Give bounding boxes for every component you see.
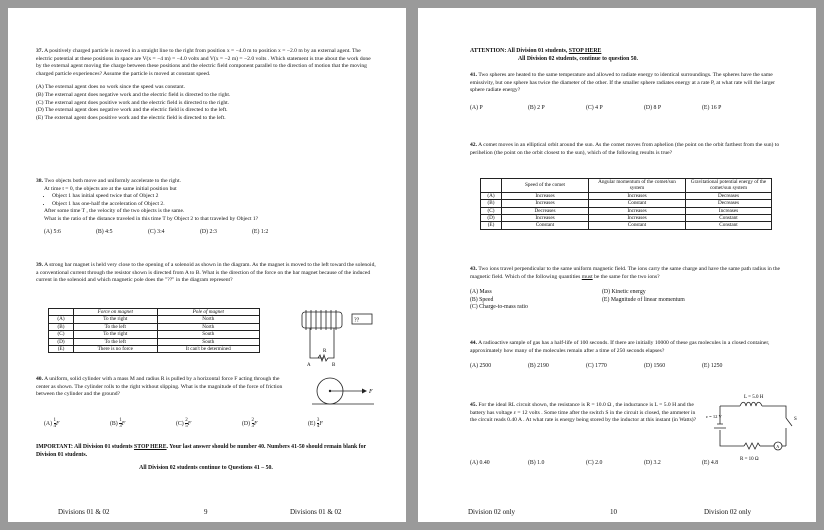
option-e: (E) 1:2 bbox=[252, 228, 269, 235]
table-cell: (D) bbox=[49, 338, 74, 345]
table-header bbox=[481, 179, 502, 193]
option-a: (A) 5:6 bbox=[44, 228, 61, 235]
table-cell: Constant bbox=[502, 222, 589, 229]
division-02-notice: All Division 02 students continue to Questions 41 – 50. bbox=[139, 465, 273, 472]
notice-text: IMPORTANT: All Division 01 students bbox=[36, 444, 133, 450]
question-number: 43. bbox=[470, 266, 477, 272]
question-text: After some time T , the velocity of the two objects is the same. bbox=[44, 208, 185, 215]
resistor-label: R = 10 Ω bbox=[740, 457, 759, 462]
footer-left: Division 02 only bbox=[468, 508, 516, 516]
point-b-label: B bbox=[332, 363, 336, 368]
table-cell: Decreases bbox=[686, 200, 772, 207]
table-cell: Constant bbox=[589, 222, 686, 229]
option-letter: (E) bbox=[308, 421, 316, 428]
option-letter: (A) bbox=[44, 421, 53, 428]
inductor-label: L = 5.0 H bbox=[744, 395, 764, 400]
question-text: A uniform, solid cylinder with a mass M and radius R is pulled by a horizontal force F acting through the center as shown. The cylinder rolls to the right without slipping. What is the magnitude of the force of friction between the cylinder and the ground? bbox=[36, 376, 283, 398]
option-a: (A) 0.40 bbox=[470, 460, 490, 466]
option-a: (A) P bbox=[470, 104, 483, 111]
table-cell: Constant bbox=[686, 215, 772, 222]
footer-right: Divisions 01 & 02 bbox=[290, 508, 342, 516]
question-number: 37. bbox=[36, 48, 43, 54]
table-cell: North bbox=[157, 323, 259, 330]
table-row bbox=[49, 323, 260, 330]
resistor-icon bbox=[744, 443, 760, 449]
table-cell: (C) bbox=[49, 331, 74, 338]
table-cell: Decreases bbox=[686, 192, 772, 199]
attention-notice bbox=[470, 48, 790, 63]
question-41 bbox=[470, 72, 790, 112]
bullet-item: • Object 1 has initial speed twice that of Object 2 bbox=[52, 193, 376, 201]
force-label: F bbox=[369, 389, 373, 395]
option-d: (D) 2:3 bbox=[200, 228, 217, 235]
option-d bbox=[242, 418, 308, 429]
table-cell: Increases bbox=[502, 200, 589, 207]
important-notice bbox=[36, 444, 376, 473]
page-9 bbox=[8, 8, 406, 522]
question-37 bbox=[36, 48, 376, 122]
table-cell: To the left bbox=[74, 323, 158, 330]
question-number: 38. bbox=[36, 178, 43, 184]
option-var: F bbox=[187, 421, 192, 428]
fraction-num: 2 bbox=[251, 418, 255, 423]
option-d: (D) The external agent does negative work and the electric field is directed to the left. bbox=[36, 107, 228, 114]
table-cell: South bbox=[157, 331, 259, 338]
table-row bbox=[481, 222, 772, 229]
table-cell: (B) bbox=[49, 323, 74, 330]
table-cell: (B) bbox=[481, 200, 502, 207]
question-text: A radioactive sample of gas has a half-life of 100 seconds. If there are initially 10000 of these gas molecules in a closed container, approximately how many of the molecules remain after a time of 250 seconds elapses? bbox=[470, 340, 770, 354]
question-45 bbox=[470, 402, 698, 425]
option-letter: (B) bbox=[110, 421, 118, 428]
option-c: (C) 3:4 bbox=[148, 228, 165, 235]
question-text: A strong bar magnet is held very close to the opening of a solenoid as shown in the diagram. As the magnet is moved to the left toward the solenoid, a conventional current through the resistor shown is directed from A to B. What is the direction of the force on the bar magnet because of the induced current in the solenoid and which magnetic pole does the "??" in the diagram represent? bbox=[36, 262, 376, 284]
option-e: (E) Magnitude of linear momentum bbox=[602, 296, 685, 303]
question-text: At time t = 0, the objects are at the same initial position but bbox=[44, 185, 177, 192]
question-text: A comet moves in an elliptical orbit around the sun. As the comet moves from aphelion (the point on the orbit farthest from the sun) to perihelion (the point on the orbit closest to the sun), which of the following results is true? bbox=[470, 142, 780, 156]
option-letter: (C) bbox=[176, 421, 184, 428]
table-cell: There is no force bbox=[74, 346, 158, 353]
table-cell: (E) bbox=[481, 222, 502, 229]
table-cell: Increases bbox=[502, 215, 589, 222]
stop-here: STOP HERE bbox=[133, 444, 167, 450]
question-39 bbox=[36, 262, 376, 285]
rl-circuit-diagram bbox=[706, 388, 802, 464]
option-d: (D) Kinetic energy bbox=[602, 289, 646, 296]
question-number: 41. bbox=[470, 72, 477, 78]
option-c: (C) 2.0 bbox=[586, 460, 603, 466]
options-40 bbox=[44, 418, 374, 429]
fraction-num: 2 bbox=[185, 418, 188, 423]
wire bbox=[310, 328, 324, 358]
wire bbox=[720, 430, 744, 446]
option-var: F bbox=[254, 421, 258, 428]
question-text: be the same for the two ions? bbox=[594, 273, 660, 280]
fraction-den: 4 bbox=[316, 424, 320, 430]
question-text: A positively charged particle is moved in a straight line to the right from position x = −4.0 m to position x = −2.0 m by an external agent. The electric potential at these positions in space are V(x = −4 m) = −4.0 volts and V(x = −2 m) = −2.0 volts . Which statement is true about the work done by the external agent moving the charge between these positions and the electric field component parallel to the direction of motion that the moving charged particle experiences? Assume the particle is moved at constant speed. bbox=[36, 48, 371, 77]
fraction-den: 5 bbox=[185, 424, 188, 430]
question-number: 45. bbox=[470, 402, 477, 408]
emphasis-must: must bbox=[581, 273, 593, 280]
table-cell: To the right bbox=[74, 316, 158, 323]
option-d: (D) 8 P bbox=[644, 104, 662, 111]
footer-right: Division 02 only bbox=[704, 508, 752, 516]
ammeter-label: A bbox=[776, 444, 780, 449]
answer-table-39 bbox=[48, 308, 260, 353]
question-text: Two spheres are heated to the same temperature and allowed to radiate energy to identical surroundings. The spheres have the same emissivity, but one sphere has twice the diameter of the other. If the smaller sphere radiates energy at a rate P, at what rate will the larger sphere radiate energy? bbox=[470, 72, 775, 94]
bullet-item: • Object 1 has one-half the acceleration of Object 2. bbox=[52, 201, 376, 209]
table-header: Speed of the comet bbox=[502, 179, 589, 193]
table-cell: Constant bbox=[589, 200, 686, 207]
option-e: (E) 4.8 bbox=[702, 460, 719, 466]
table-cell: (A) bbox=[49, 316, 74, 323]
fraction-num: 1 bbox=[53, 418, 57, 423]
option-var: F bbox=[121, 421, 126, 428]
fraction-den: 3 bbox=[119, 424, 122, 430]
inductor-icon bbox=[740, 402, 762, 406]
table-header: Angular momentum of the comet/sun system bbox=[589, 179, 686, 193]
question-number: 42. bbox=[470, 142, 477, 148]
question-38 bbox=[36, 178, 376, 236]
battery-icon bbox=[714, 424, 726, 428]
table-cell: (D) bbox=[481, 215, 502, 222]
option-var: F bbox=[56, 421, 60, 428]
table-row bbox=[49, 331, 260, 338]
page-number: 10 bbox=[610, 508, 617, 516]
table-cell: To the right bbox=[74, 331, 158, 338]
table-row bbox=[49, 346, 260, 353]
table-header bbox=[49, 309, 74, 316]
option-a: (A) 2500 bbox=[470, 363, 492, 370]
option-b: (B) 2 P bbox=[528, 104, 545, 111]
option-b bbox=[110, 418, 176, 429]
table-header: Force on magnet bbox=[74, 309, 158, 316]
table-cell: Increases bbox=[589, 215, 686, 222]
table-cell: Decreases bbox=[502, 207, 589, 214]
table-row bbox=[481, 192, 772, 199]
option-a bbox=[44, 418, 110, 429]
fraction-den: 4 bbox=[53, 424, 57, 430]
page-10 bbox=[418, 8, 816, 522]
solenoid-diagram bbox=[296, 302, 380, 368]
option-var: F bbox=[319, 421, 323, 428]
notice-text: All Division 02 students, continue to question 50. bbox=[518, 55, 638, 62]
table-cell: Increases bbox=[502, 192, 589, 199]
option-e bbox=[308, 418, 374, 429]
table-row bbox=[481, 207, 772, 214]
fraction-num: 3 bbox=[316, 418, 320, 423]
switch-label: S bbox=[794, 417, 797, 422]
switch-icon bbox=[786, 418, 792, 426]
wire bbox=[762, 406, 786, 418]
option-c: (C) Charge-to-mass ratio bbox=[470, 304, 528, 311]
table-cell: Increases bbox=[589, 207, 686, 214]
table-cell: (E) bbox=[49, 346, 74, 353]
fraction-den: 3 bbox=[251, 424, 255, 430]
option-c bbox=[176, 418, 242, 429]
point-a-label: A bbox=[307, 363, 311, 368]
table-row bbox=[481, 200, 772, 207]
option-b: (B) 4:5 bbox=[96, 228, 113, 235]
option-a: (A) The external agent does no work since the speed was constant. bbox=[36, 84, 186, 91]
option-b: (B) Speed bbox=[470, 296, 494, 303]
option-e: (E) The external agent does positive work and the electric field is directed to the left. bbox=[36, 114, 226, 121]
table-row bbox=[49, 338, 260, 345]
option-c: (C) 1770 bbox=[586, 363, 607, 370]
option-b: (B) 2190 bbox=[528, 363, 549, 370]
option-d: (D) 1560 bbox=[644, 363, 666, 370]
table-row bbox=[49, 316, 260, 323]
wire bbox=[328, 328, 334, 358]
footer-left: Divisions 01 & 02 bbox=[58, 508, 110, 516]
cylinder-diagram bbox=[312, 376, 378, 408]
table-header: Pole of magnet bbox=[157, 309, 259, 316]
stop-here: STOP HERE bbox=[568, 48, 602, 54]
question-text: What is the ratio of the distance traveled in this time T by Object 2 to that traveled by Object 1? bbox=[44, 215, 259, 222]
question-number: 40. bbox=[36, 376, 43, 382]
resistor-label: R bbox=[323, 349, 327, 354]
option-c: (C) 4 P bbox=[586, 104, 603, 111]
arrow-head-icon bbox=[362, 389, 367, 394]
table-cell: (A) bbox=[481, 192, 502, 199]
option-e: (E) 1250 bbox=[702, 363, 723, 370]
notice-text: . Your last answer should be number 40. Numbers 41-50 should remain blank for Division 01 students. bbox=[36, 444, 367, 458]
table-cell: South bbox=[157, 338, 259, 345]
question-text: Two ions travel perpendicular to the same uniform magnetic field. The ions carry the same charge and have the same path radius in the magnetic field. Which of the following quantities bbox=[470, 266, 780, 280]
table-cell: (C) bbox=[481, 207, 502, 214]
table-cell: Increases bbox=[589, 192, 686, 199]
option-letter: (D) bbox=[242, 421, 251, 428]
table-cell: Constant bbox=[686, 222, 772, 229]
option-b: (B) The external agent does negative work and the electric field is directed to the right. bbox=[36, 91, 231, 98]
table-cell: North bbox=[157, 316, 259, 323]
option-d: (D) 3.2 bbox=[644, 460, 661, 466]
table-cell: To the left bbox=[74, 338, 158, 345]
option-a: (A) Mass bbox=[470, 289, 492, 296]
question-42 bbox=[470, 142, 790, 157]
magnet-pole-label: ?? bbox=[354, 317, 360, 324]
options-45 bbox=[470, 460, 760, 466]
option-b: (B) 1.0 bbox=[528, 460, 545, 466]
question-number: 44. bbox=[470, 340, 477, 346]
question-40 bbox=[36, 376, 286, 399]
question-43 bbox=[470, 266, 790, 312]
page-number: 9 bbox=[204, 508, 208, 516]
table-cell: It can't be determined bbox=[157, 346, 259, 353]
option-e: (E) 16 P bbox=[702, 104, 722, 111]
table-cell: Increases bbox=[686, 207, 772, 214]
table-header: Gravitational potential energy of the comet/sun system bbox=[686, 179, 772, 193]
fraction-num: 1 bbox=[119, 418, 122, 423]
question-44 bbox=[470, 340, 790, 371]
table-row bbox=[481, 215, 772, 222]
question-text: For the ideal RL circuit shown, the resistance is R = 10.0 Ω , the inductance is L = 5.0 H and the battery has voltage ε = 12 volts . Some time after the switch S in the circuit is closed, the ammeter in the circuit reads 0.40 A . At what rate is energy being stored by the inductor at this instant (in Watts)? bbox=[470, 402, 697, 424]
question-number: 39. bbox=[36, 262, 43, 268]
option-c: (C) The external agent does positive work and the electric field is directed to the right. bbox=[36, 99, 230, 106]
battery-label: ε = 12 V bbox=[706, 414, 722, 419]
question-text: Two objects both move and uniformly accelerate to the right. bbox=[44, 178, 181, 184]
answer-table-42 bbox=[480, 178, 772, 230]
notice-text: ATTENTION: All Division 01 students, bbox=[470, 48, 568, 54]
